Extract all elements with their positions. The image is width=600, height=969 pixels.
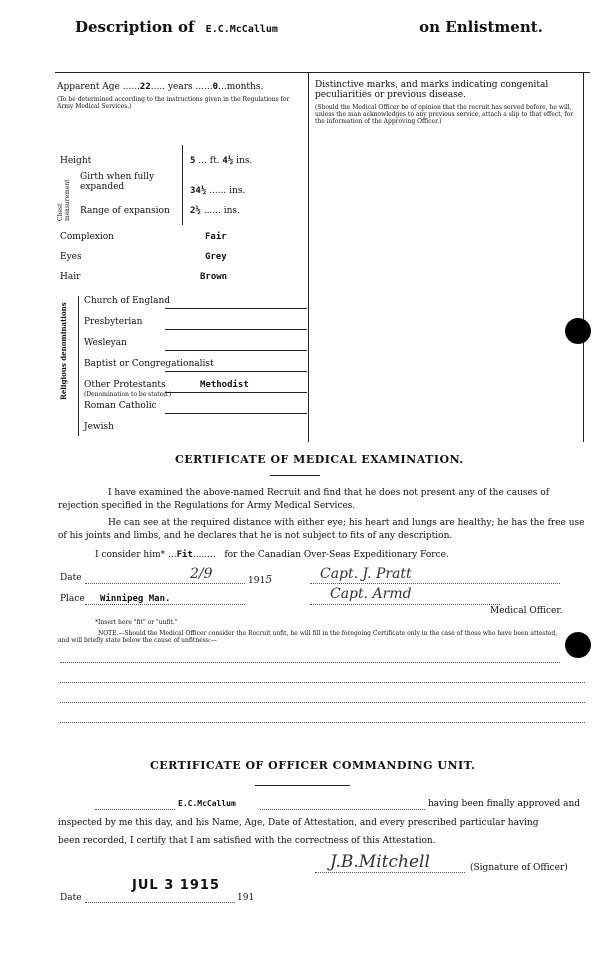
officer-line-2: inspected by me this day, and his Name, Age, Date of Attestation, and every prescribed particular having [58,818,539,828]
ins-label: ins. [223,206,240,216]
hair-label: Hair [60,272,81,282]
recruit-name: E.C.McCallum [205,24,278,35]
height-in: 4½ [222,156,234,166]
consider-label: I consider him* [95,550,166,560]
divider [182,145,183,225]
dotted-line [85,902,235,903]
officer-line-1: having been finally approved and [428,799,581,809]
height-value: 5 ... ft. 4½ ins. [190,156,253,166]
medical-date-value: 2/9 [190,566,213,582]
religion-church-of-england: Church of England [84,296,171,306]
religion-other-protestants: Other Protestants [84,380,166,390]
ft-label: ft. [209,156,220,166]
dotted-line [85,583,245,584]
marks-label: Distinctive marks, and marks indicating congenital peculiarities or previous disease. [315,80,549,100]
religion-presbyterian: Presbyterian [84,317,143,327]
girth-label: Girth when fully expanded [80,172,155,192]
range-value: 2½ ...... ins. [190,206,240,216]
dotted-line [60,662,560,663]
divider [55,72,590,73]
place-label: Place [60,594,85,604]
place-value: Winnipeg Man. [100,594,171,604]
officer-line-3: been recorded, I certify that I am satisfied with the correctness of this Attestation. [58,836,436,846]
officer-signature-label: (Signature of Officer) [470,863,568,873]
rule [255,785,350,786]
religion-roman-catholic: Roman Catholic [84,401,157,411]
officer-year: 191 [237,893,255,903]
date-label: Date [60,573,82,583]
dotted-line [310,604,500,605]
consider-suffix: for the Canadian Over-Seas Expeditionary Force. [224,550,449,560]
dotted-line [60,682,585,683]
consider-value: Fit [176,550,193,560]
age-note: (To be determined according to the instructions given in the Regulations for Army Medical Services.) [57,96,290,110]
divider [78,296,79,436]
footnote: *Insert here "fit" or "unfit." [95,619,178,626]
dotted-line [95,809,175,810]
punch-hole [565,632,591,658]
ins-label: ins. [229,186,246,196]
year-prefix: 191 [248,576,266,586]
rule [165,308,307,309]
rule [165,413,307,414]
age-years: 22 [139,82,151,92]
apparent-age-row: Apparent Age ......22..... years ......0...months. [57,82,264,92]
religion-label: Religious denominations [59,302,68,400]
religion-jewish: Jewish [84,422,114,432]
medical-officer-label: Medical Officer. [490,606,563,616]
girth-value: 34½ ...... ins. [190,186,246,196]
dotted-line [315,872,465,873]
medical-para-1: I have examined the above-named Recruit and find that he does not present any of the causes of rejection specified in the Regulations for Army Medical Services. [58,488,550,511]
rule [165,392,307,393]
months-label: months. [226,82,264,92]
officer-signature: J.B.Mitchell [330,852,430,872]
height-ft: 5 [190,156,196,166]
chest-label: Chest measurement [57,179,71,221]
punch-hole [565,318,591,344]
title-suffix: on Enlistment. [419,18,543,36]
rule [165,371,307,372]
medical-para-2: He can see at the required distance with either eye; his heart and lungs are healthy; he has the free use of his joints and limbs, and he declares that he is not subject to fits of any description. [58,518,585,541]
date-stamp: JUL 3 1915 [132,878,220,893]
years-label: years [167,82,193,92]
rule [165,350,307,351]
religion-wesleyan: Wesleyan [84,338,127,348]
girth-number: 34½ [190,186,207,196]
document-title [75,18,543,36]
medical-certificate-title: CERTIFICATE OF MEDICAL EXAMINATION. [175,453,464,466]
title-prefix: Description of [75,18,195,36]
divider [583,72,584,442]
complexion-label: Complexion [60,232,114,242]
dotted-line [85,604,245,605]
age-label: Apparent Age [57,82,120,92]
eyes-value: Grey [205,252,227,262]
eyes-label: Eyes [60,252,82,262]
rule [165,329,307,330]
range-number: 2½ [190,206,201,216]
religion-value: Methodist [200,380,249,390]
marks-note: (Should the Medical Officer be of opinion that the recruit has served before, he will, unless the man acknowledges to any previous service, attach a slip to that effect, for the information of the Approving Officer.) [315,104,574,125]
religion-baptist: Baptist or Congregationalist [84,359,214,369]
officer-certificate-title: CERTIFICATE OF OFFICER COMMANDING UNIT. [150,759,476,772]
hair-value: Brown [200,272,228,282]
dotted-line [260,809,425,810]
medical-year [248,573,272,586]
divider [308,72,309,442]
dotted-line [60,702,585,703]
height-label: Height [60,156,92,166]
consider-row: I consider him* ...Fit........ for the Canadian Over-Seas Expeditionary Force. [95,550,449,560]
dotted-line [310,583,560,584]
medical-signature-1: Capt. J. Pratt [320,566,412,582]
year-suffix: 5 [265,573,273,586]
age-months: 0 [212,82,219,92]
officer-recruit-name: E.C.McCallum [178,799,236,808]
medical-signature-2: Capt. Armd [330,586,412,602]
complexion-value: Fair [205,232,227,242]
officer-date-label: Date [60,893,82,903]
range-label: Range of expansion [80,206,170,216]
ins-label: ins. [236,156,253,166]
rule [270,475,320,476]
unfit-note: NOTE.—Should the Medical Officer consider the Recruit unfit, he will fill in the foregoing Certificate only in the case of those who have been attested, and will briefly state below the cause of unfitness:— [58,630,558,644]
other-note: (Denomination to be stated.) [84,391,172,398]
dotted-line [60,722,585,723]
